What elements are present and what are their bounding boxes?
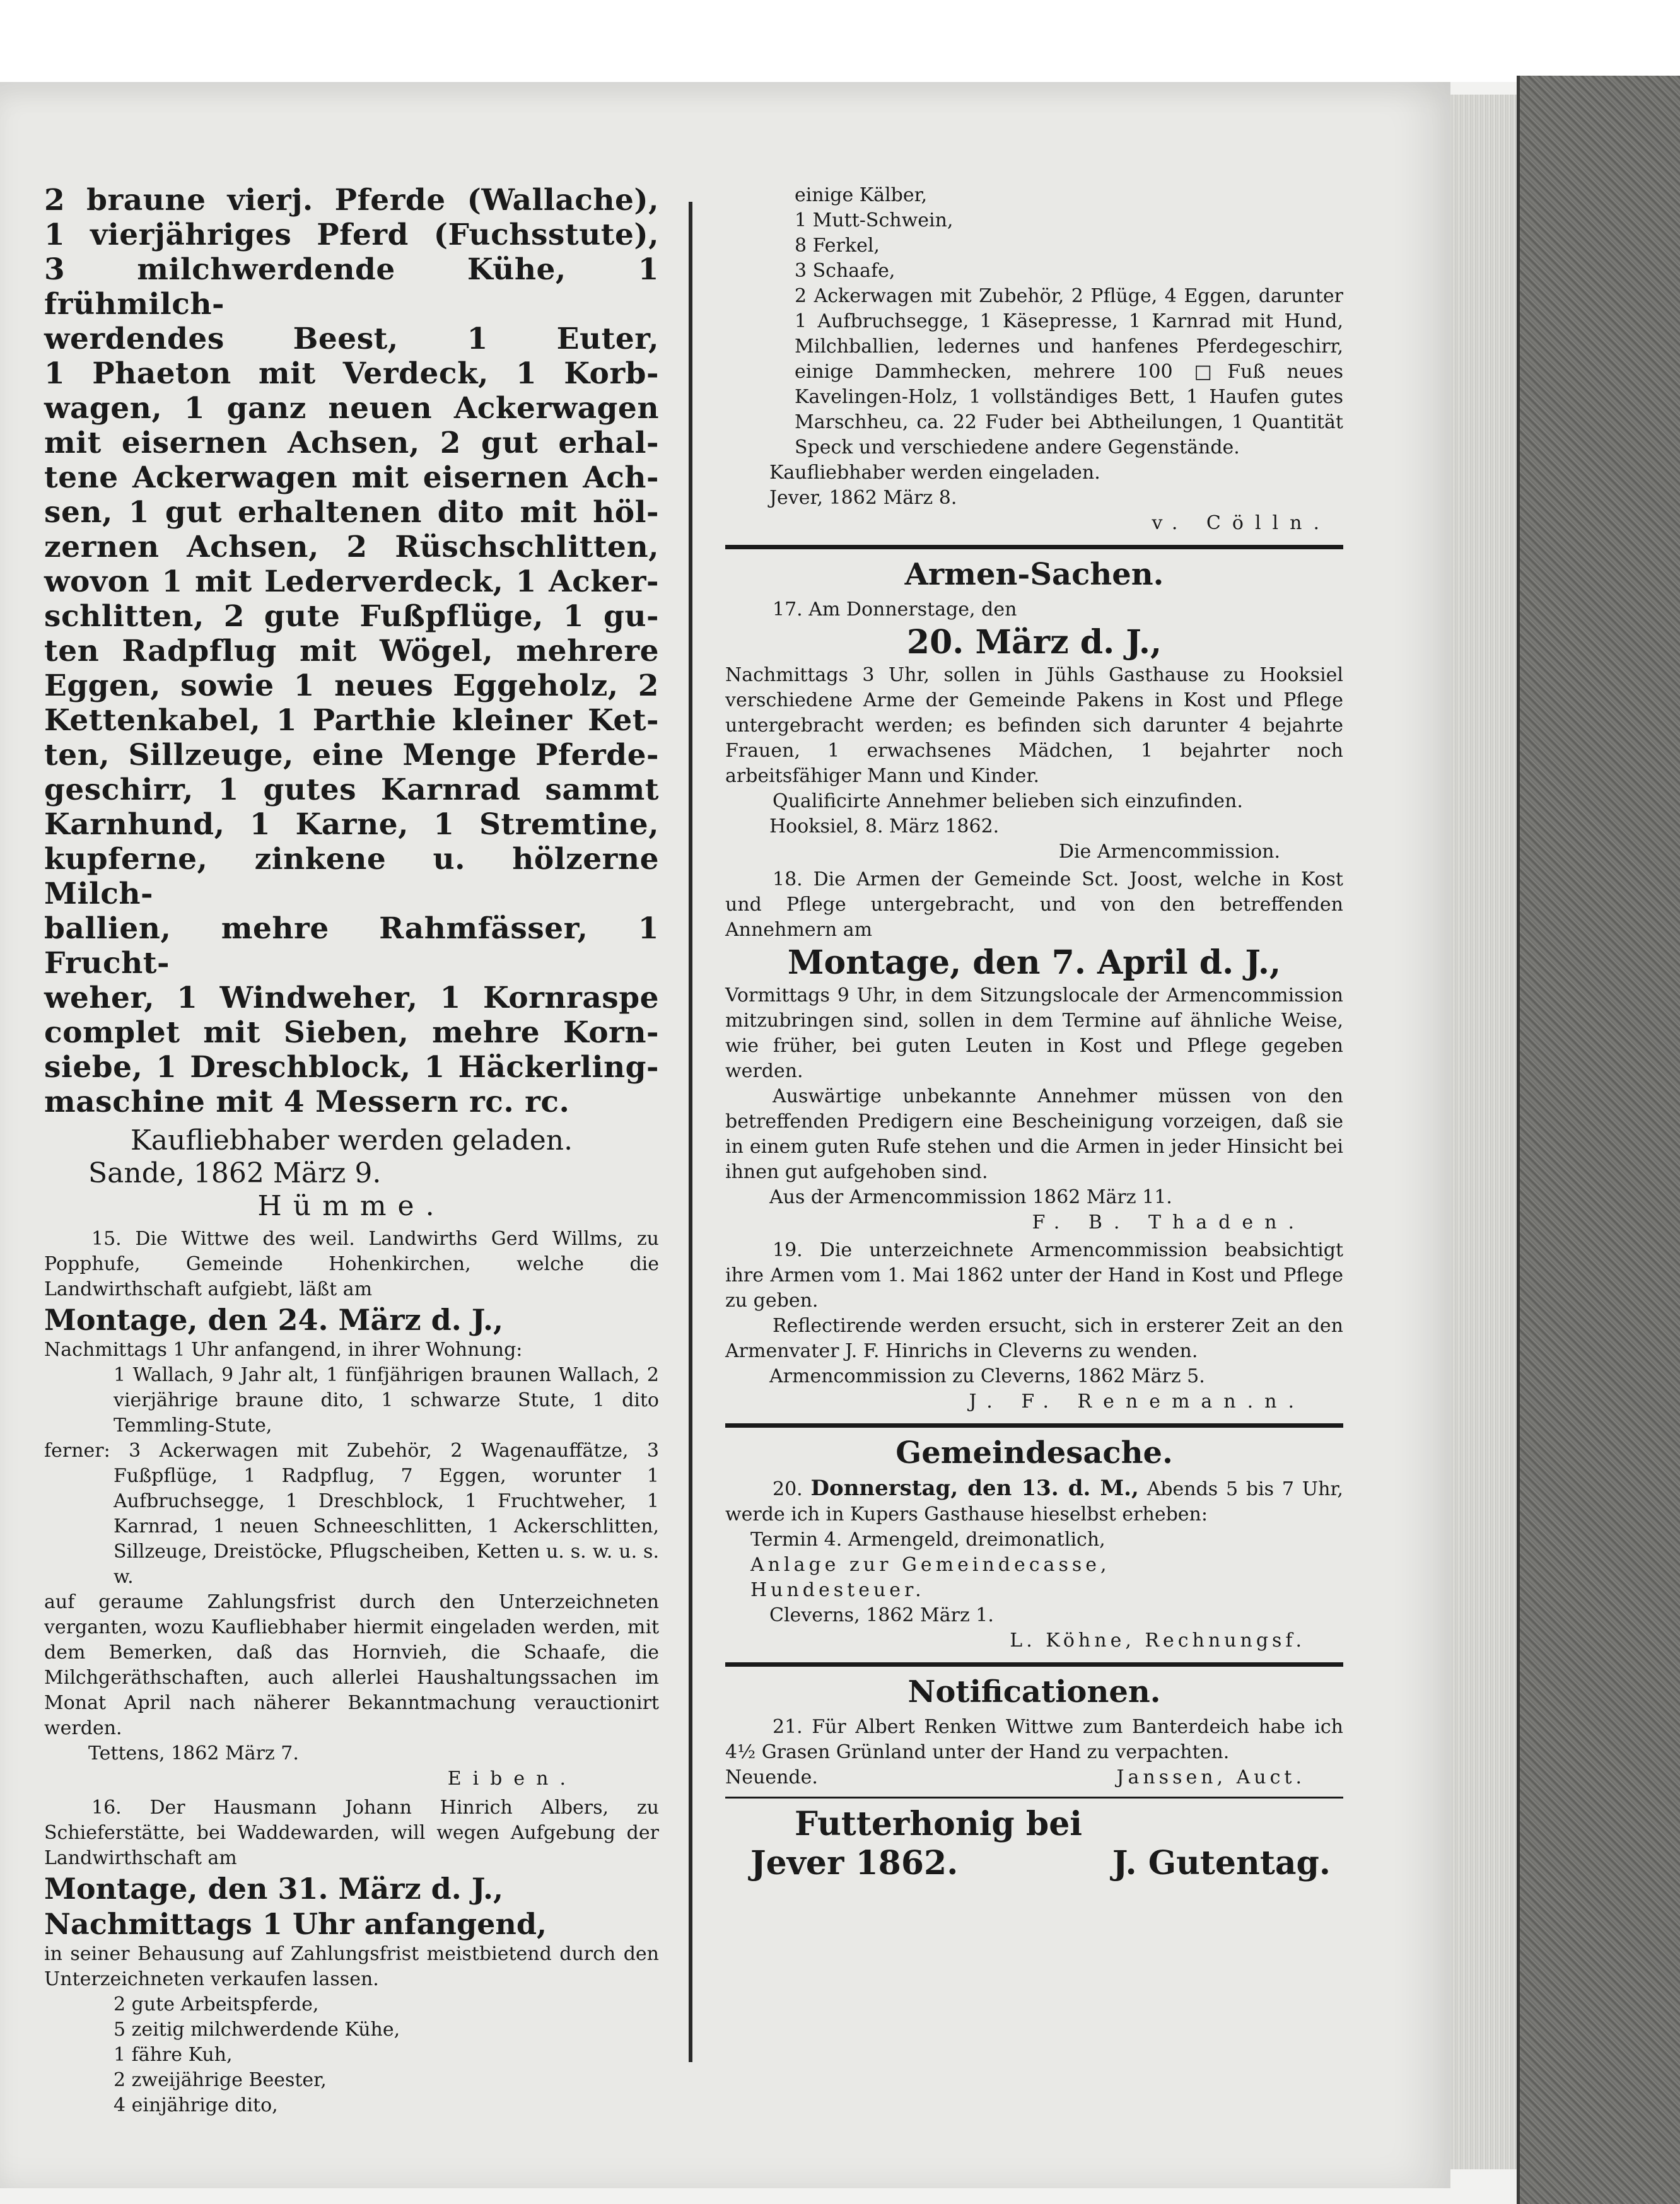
book-binding xyxy=(1520,76,1680,2204)
list-item: 1 fähre Kuh, xyxy=(114,2044,233,2066)
section-title-gemeinde: Gemeindesache. xyxy=(895,1435,1173,1471)
notice-17-body: Nachmittags 3 Uhr, sollen in Jühls Gasthause zu Hooksiel verschiedene Arme der Gemeinde Pakens in Kost und Pflege untergebracht werden; es befinden sich darunter 4 bejahrte Frauen, 1 erwachsenes Mädchen, 1 bejahrter noch arbeitsfähiger Mann und Kinder. xyxy=(725,664,1343,787)
invite-line: Kaufliebhaber werden eingeladen. xyxy=(769,462,1100,484)
heavy-line: complet mit Sieben, mehre Korn- xyxy=(44,1015,659,1050)
invite-line: Kaufliebhaber werden geladen. xyxy=(130,1124,573,1157)
list-item: Termin 4. Armengeld, dreimonatlich, xyxy=(750,1529,1105,1551)
notice-20-signer: L. Köhne, Rechnungsf. xyxy=(1010,1630,1305,1652)
section-rule xyxy=(725,1662,1343,1667)
list-item: einige Kälber, xyxy=(795,184,928,206)
heavy-line: kupferne, zinkene u. hölzerne Milch- xyxy=(44,842,659,911)
heavy-line: wagen, 1 ganz neuen Ackerwagen xyxy=(44,391,659,426)
notice-19-body: 19. Die unterzeichnete Armencommission beabsichtigt ihre Armen vom 1. Mai 1862 unter der Hand in Kost und Pflege zu geben. xyxy=(725,1239,1343,1312)
heavy-line: ten Radpflug mit Wögel, mehrere xyxy=(44,634,659,668)
heavy-line: geschirr, 1 gutes Karnrad sammt xyxy=(44,773,659,807)
heavy-line: zernen Achsen, 2 Rüschschlitten, xyxy=(44,530,659,564)
heavy-line: werdendes Beest, 1 Euter, xyxy=(44,322,659,356)
heavy-line: Eggen, sowie 1 neues Eggeholz, 2 xyxy=(44,668,659,703)
notice-17-signer: Die Armencommission. xyxy=(1058,841,1280,863)
notice-18-place-date: Aus der Armencommission 1862 März 11. xyxy=(769,1186,1172,1208)
list-item: Hundesteuer. xyxy=(750,1579,925,1601)
notice-19-signer: J. F. Reneman.n. xyxy=(969,1391,1305,1413)
notice-15-time: Nachmittags 1 Uhr anfangend, in ihrer Wohnung: xyxy=(44,1339,523,1361)
ferner-label: ferner: xyxy=(44,1440,110,1462)
list-item: 8 Ferkel, xyxy=(795,235,880,257)
heavy-line: 2 braune vierj. Pferde (Wallache), xyxy=(44,183,659,218)
heavy-line: weher, 1 Windweher, 1 Kornraspe xyxy=(44,981,659,1015)
heavy-line: 3 milchwerdende Kühe, 1 frühmilch- xyxy=(44,252,659,322)
heavy-line: mit eisernen Achsen, 2 gut erhal- xyxy=(44,426,659,460)
notice-17-intro: 17. Am Donnerstage, den xyxy=(773,598,1017,621)
heavy-line: ten, Sillzeuge, eine Menge Pferde- xyxy=(44,738,659,773)
notice-18-intro: 18. Die Armen der Gemeinde Sct. Joost, welche in Kost und Pflege untergebracht, und von den betreffenden Annehmern am xyxy=(725,868,1343,941)
list-item: 2 zweijährige Beester, xyxy=(114,2069,327,2091)
heavy-line: schlitten, 2 gute Fußpflüge, 1 gu- xyxy=(44,599,659,634)
notice-15-items: 1 Wallach, 9 Jahr alt, 1 fünfjährigen braunen Wallach, 2 vierjährige braune dito, 1 schwarze Stute, 1 dito Temmling-Stute, xyxy=(114,1364,659,1437)
futterhonig-place: Jever 1862. xyxy=(750,1844,959,1882)
ferner-items: 3 Ackerwagen mit Zubehör, 2 Wagenauffätze, 3 Fußpflüge, 1 Radpflug, 7 Eggen, worunter 1 Aufbruchsegge, 1 Dreschblock, 1 Fruchtweher, 1 Karnrad, 1 neuen Schneeschlitten, 1 Ackerschlitten, Sillzeuge, Dreistöcke, Pflugscheiben, Ketten u. s. w. u. s. w. xyxy=(114,1440,659,1588)
list-item: 3 Schaafe, xyxy=(795,260,895,282)
notice-16-rest: in seiner Behausung auf Zahlungsfrist meistbietend durch den Unterzeichneten verkaufen lassen. xyxy=(44,1943,659,1990)
heavy-line: siebe, 1 Dreschblock, 1 Häckerling- xyxy=(44,1050,659,1085)
notice-17-place-date: Hooksiel, 8. März 1862. xyxy=(769,815,1000,837)
heavy-line: 1 Phaeton mit Verdeck, 1 Korb- xyxy=(44,356,659,391)
heavy-line: maschine mit 4 Messern rc. rc. xyxy=(44,1085,570,1119)
list-item: 1 Mutt-Schwein, xyxy=(795,209,954,231)
futterhonig-signer: J. Gutentag. xyxy=(1112,1844,1331,1882)
signer: Hümme. xyxy=(257,1190,446,1222)
page-edges xyxy=(1450,95,1520,2169)
notice-19-note: Reflectirende werden ersucht, sich in ersterer Zeit an den Armenvater J. F. Hinrichs in Cleverns zu wenden. xyxy=(725,1315,1343,1362)
notice-20-body xyxy=(725,1476,1343,1527)
list-item: 5 zeitig milchwerdende Kühe, xyxy=(114,2019,400,2041)
notice-16-items xyxy=(44,1992,659,2118)
notice-20-place-date: Cleverns, 1862 März 1. xyxy=(769,1604,994,1626)
left-column xyxy=(44,183,659,2118)
column-divider xyxy=(689,202,692,2062)
heavy-line: wovon 1 mit Lederverdeck, 1 Acker- xyxy=(44,564,659,599)
section-rule xyxy=(725,1423,1343,1428)
notice-20-rest: Abends 5 bis 7 Uhr, werde ich in Kupers Gasthause hieselbst erheben: xyxy=(725,1478,1343,1525)
continued-items xyxy=(725,183,1343,284)
notice-15-intro: 15. Die Wittwe des weil. Landwirths Gerd Willms, zu Popphufe, Gemeinde Hohenkirchen, welche die Landwirthschaft aufgiebt, läßt am xyxy=(44,1228,659,1300)
heavy-line: Karnhund, 1 Karne, 1 Stremtine, xyxy=(44,807,659,842)
list-item: Anlage zur Gemeindecasse, xyxy=(750,1554,1111,1576)
notice-number: 20. xyxy=(773,1478,803,1500)
notice-15-place-date: Tettens, 1862 März 7. xyxy=(88,1742,299,1764)
notice-20-date: Donnerstag, den 13. d. M., xyxy=(810,1476,1139,1501)
heavy-line: tene Ackerwagen mit eisernen Ach- xyxy=(44,460,659,495)
futterhonig-line-2 xyxy=(725,1844,1343,1883)
right-column xyxy=(725,183,1343,1883)
place-date: Jever, 1862 März 8. xyxy=(769,487,957,509)
notice-20-lines xyxy=(725,1527,1343,1603)
section-title-notificationen: Notificationen. xyxy=(907,1674,1161,1710)
notice-21-footer xyxy=(725,1765,1343,1790)
notice-16-date: Montage, den 31. März d. J., xyxy=(44,1872,504,1906)
signer: v. Cölln. xyxy=(1152,512,1331,534)
notice-16-time: Nachmittags 1 Uhr anfangend, xyxy=(44,1907,547,1941)
notice-21-body: 21. Für Albert Renken Wittwe zum Banterdeich habe ich 4½ Grasen Grünland unter der Hand zu verpachten. xyxy=(725,1716,1343,1763)
section-title-armen: Armen-Sachen. xyxy=(904,557,1164,592)
notice-15-rest: auf geraume Zahlungsfrist durch den Unterzeichneten verganten, wozu Kaufliebhaber hiermit eingeladen werden, mit dem Bemerken, daß das Hornvieh, die Schaafe, die Milchgeräthschaften, auch allerlei Haushaltungssachen im Monat April nach näherer Bekanntmachung verauctionirt werden. xyxy=(44,1591,659,1739)
auction-item-list xyxy=(44,183,659,1119)
futterhonig-line-1: Futterhonig bei xyxy=(795,1805,1083,1843)
heavy-line: ballien, mehre Rahmfässer, 1 Frucht- xyxy=(44,911,659,981)
section-rule xyxy=(725,545,1343,549)
notice-18-date: Montage, den 7. April d. J., xyxy=(787,943,1281,982)
notice-15-date: Montage, den 24. März d. J., xyxy=(44,1303,504,1337)
heavy-line: sen, 1 gut erhaltenen dito mit höl- xyxy=(44,495,659,530)
continued-items-long: 2 Ackerwagen mit Zubehör, 2 Pflüge, 4 Eggen, darunter 1 Aufbruchsegge, 1 Käsepresse, 1 Karnrad mit Hund, Milchballien, ledernes und hanfenes Pferdegeschirr, einige Dammhecken, mehrere 100 □Fuß neues Kavelingen-Holz, 1 vollständiges Bett, 1 Haufen gutes Marschheu, ca. 22 Fuder bei Abtheilungen, 1 Quantität Speck und verschiedene andere Gegenstände. xyxy=(795,285,1343,458)
notice-18-signer: F. B. Thaden. xyxy=(1032,1211,1305,1233)
list-item: 2 gute Arbeitspferde, xyxy=(114,1993,319,2015)
heavy-line: Kettenkabel, 1 Parthie kleiner Ket- xyxy=(44,703,659,738)
list-item: 4 einjährige dito, xyxy=(114,2094,278,2116)
notice-15-signer: Eiben. xyxy=(447,1768,577,1790)
notice-21-signer: Janssen, Auct. xyxy=(1116,1766,1305,1788)
notice-15-ferner xyxy=(44,1438,659,1590)
scan-margin xyxy=(0,0,1680,82)
place-date: Sande, 1862 März 9. xyxy=(88,1157,382,1189)
notice-16-intro: 16. Der Hausmann Johann Hinrich Albers, zu Schieferstätte, bei Waddewarden, will wegen Aufgebung der Landwirthschaft am xyxy=(44,1797,659,1869)
heavy-line: 1 vierjähriges Pferd (Fuchsstute), xyxy=(44,218,659,252)
notice-18-body: Vormittags 9 Uhr, in dem Sitzungslocale der Armencommission mitzubringen sind, sollen in dem Termine auf ähnliche Weise, wie früher, bei guten Leuten in Kost und Pflege gegeben werden. xyxy=(725,984,1343,1082)
notice-19-place-date: Armencommission zu Cleverns, 1862 März 5. xyxy=(769,1365,1205,1387)
notice-17-date: 20. März d. J., xyxy=(906,623,1162,662)
notice-17-note: Qualificirte Annehmer belieben sich einzufinden. xyxy=(773,790,1243,812)
section-rule xyxy=(725,1797,1343,1799)
notice-18-note: Auswärtige unbekannte Annehmer müssen von den betreffenden Predigern eine Bescheinigung vorzeigen, daß sie in einem guten Rufe stehen und die Armen in jeder Hinsicht bei ihnen gut aufgehoben sind. xyxy=(725,1085,1343,1183)
notice-21-place: Neuende. xyxy=(725,1766,818,1788)
